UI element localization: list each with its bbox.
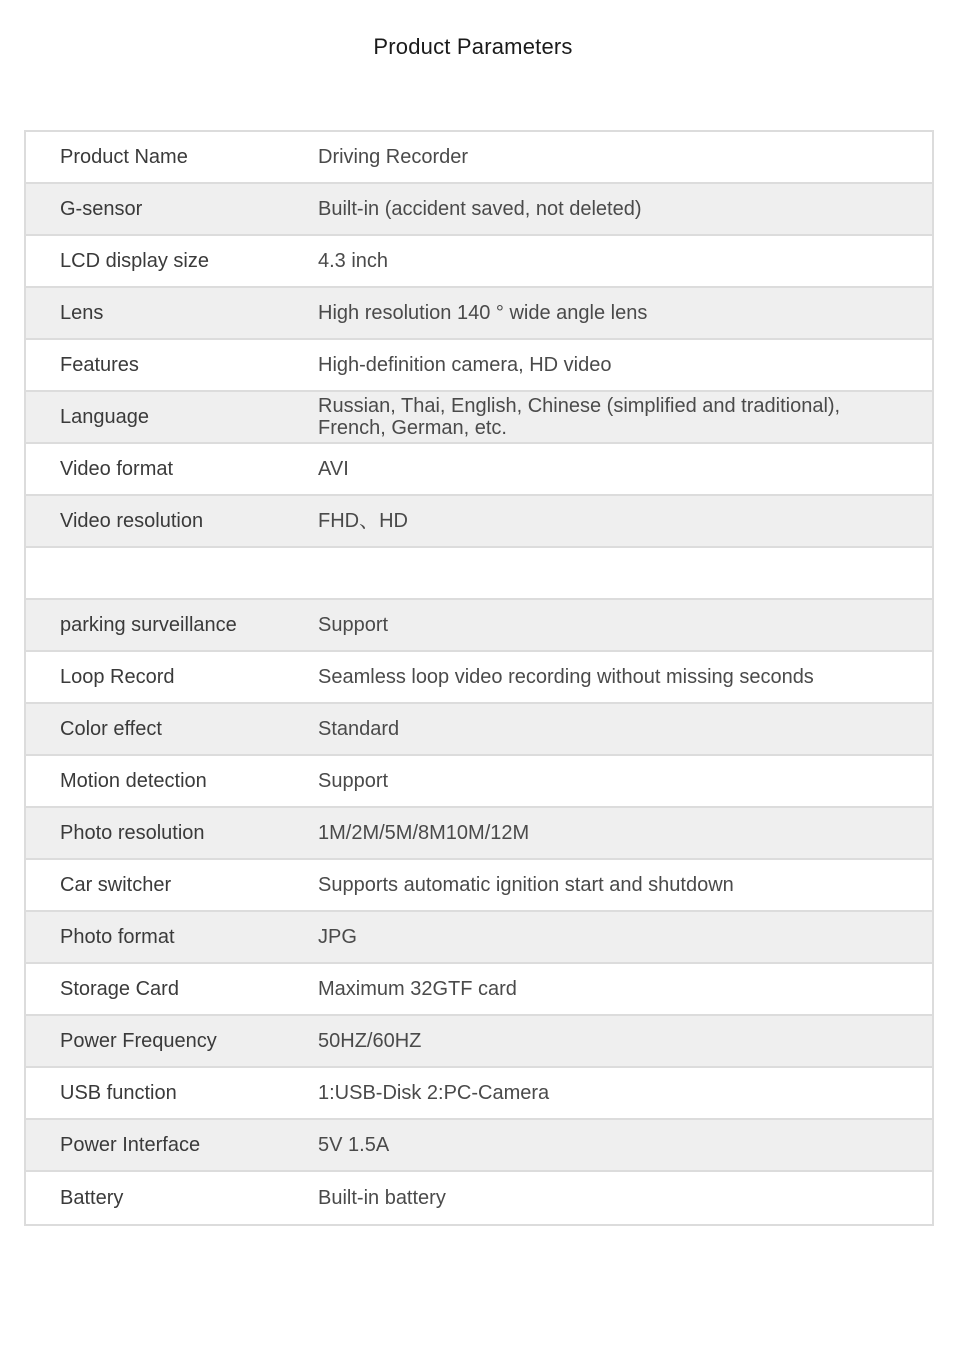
spec-value: Support — [318, 770, 389, 792]
spec-value: 50HZ/60HZ — [318, 1030, 422, 1052]
spec-value: 4.3 inch — [318, 250, 389, 272]
spec-label: Power Frequency — [60, 1029, 217, 1052]
spec-label: Features — [60, 353, 139, 376]
spec-value: Support — [318, 614, 389, 636]
spec-value: High resolution 140 ° wide angle lens — [318, 302, 648, 324]
spec-row-g-sensor — [26, 184, 932, 236]
spec-value: FHD、HD — [318, 510, 408, 532]
spec-row-usb-function — [26, 1068, 932, 1120]
spec-row-power-frequency — [26, 1016, 932, 1068]
spec-label: USB function — [60, 1081, 177, 1104]
spec-row-power-interface — [26, 1120, 932, 1172]
spec-label: Product Name — [60, 145, 188, 168]
spec-label: Photo format — [60, 925, 175, 948]
spec-row-car-switcher — [26, 860, 932, 912]
spec-value: Maximum 32GTF card — [318, 978, 517, 1000]
spec-value: Russian, Thai, English, Chinese (simplified and traditional), French, German, etc. — [318, 395, 841, 439]
spec-row-photo-format — [26, 912, 932, 964]
spec-value: 1:USB-Disk 2:PC-Camera — [318, 1082, 550, 1104]
spec-value: Built-in (accident saved, not deleted) — [318, 198, 642, 220]
spec-label: LCD display size — [60, 249, 209, 272]
spec-label: Motion detection — [60, 769, 207, 792]
spec-label: Photo resolution — [60, 821, 205, 844]
spec-row-language — [26, 392, 932, 444]
spec-value: 5V 1.5A — [318, 1134, 390, 1156]
spec-label: Storage Card — [60, 977, 179, 1000]
spec-label: Video resolution — [60, 509, 204, 532]
spec-label: Language — [60, 405, 149, 428]
spec-label: parking surveillance — [60, 613, 237, 636]
spec-label: Loop Record — [60, 665, 175, 688]
spec-row-empty — [26, 548, 932, 600]
spec-label: Power Interface — [60, 1133, 201, 1156]
spec-row-color-effect — [26, 704, 932, 756]
spec-value: AVI — [318, 458, 349, 480]
spec-row-loop-record — [26, 652, 932, 704]
spec-value: Driving Recorder — [318, 146, 469, 168]
spec-row-video-resolution — [26, 496, 932, 548]
spec-value: 1M/2M/5M/8M10M/12M — [318, 822, 530, 844]
spec-value: Seamless loop video recording without missing seconds — [318, 666, 814, 688]
spec-row-product-name — [26, 132, 932, 184]
spec-row-lcd-display-size — [26, 236, 932, 288]
spec-label: Video format — [60, 457, 174, 480]
spec-value: JPG — [318, 926, 357, 948]
page-title: Product Parameters — [373, 34, 573, 59]
spec-row-lens — [26, 288, 932, 340]
spec-table — [24, 130, 934, 1226]
spec-value: Supports automatic ignition start and shutdown — [318, 874, 734, 896]
spec-value: Built-in battery — [318, 1187, 446, 1209]
spec-row-parking-surveillance — [26, 600, 932, 652]
spec-row-features — [26, 340, 932, 392]
spec-row-battery — [26, 1172, 932, 1224]
spec-label: Color effect — [60, 717, 162, 740]
spec-row-video-format — [26, 444, 932, 496]
spec-row-photo-resolution — [26, 808, 932, 860]
spec-row-storage-card — [26, 964, 932, 1016]
spec-value: High-definition camera, HD video — [318, 354, 612, 376]
spec-row-motion-detection — [26, 756, 932, 808]
spec-label: Lens — [60, 301, 104, 324]
spec-label: Car switcher — [60, 873, 172, 896]
spec-label: G-sensor — [60, 197, 143, 220]
spec-value: Standard — [318, 718, 400, 740]
spec-label: Battery — [60, 1186, 124, 1209]
